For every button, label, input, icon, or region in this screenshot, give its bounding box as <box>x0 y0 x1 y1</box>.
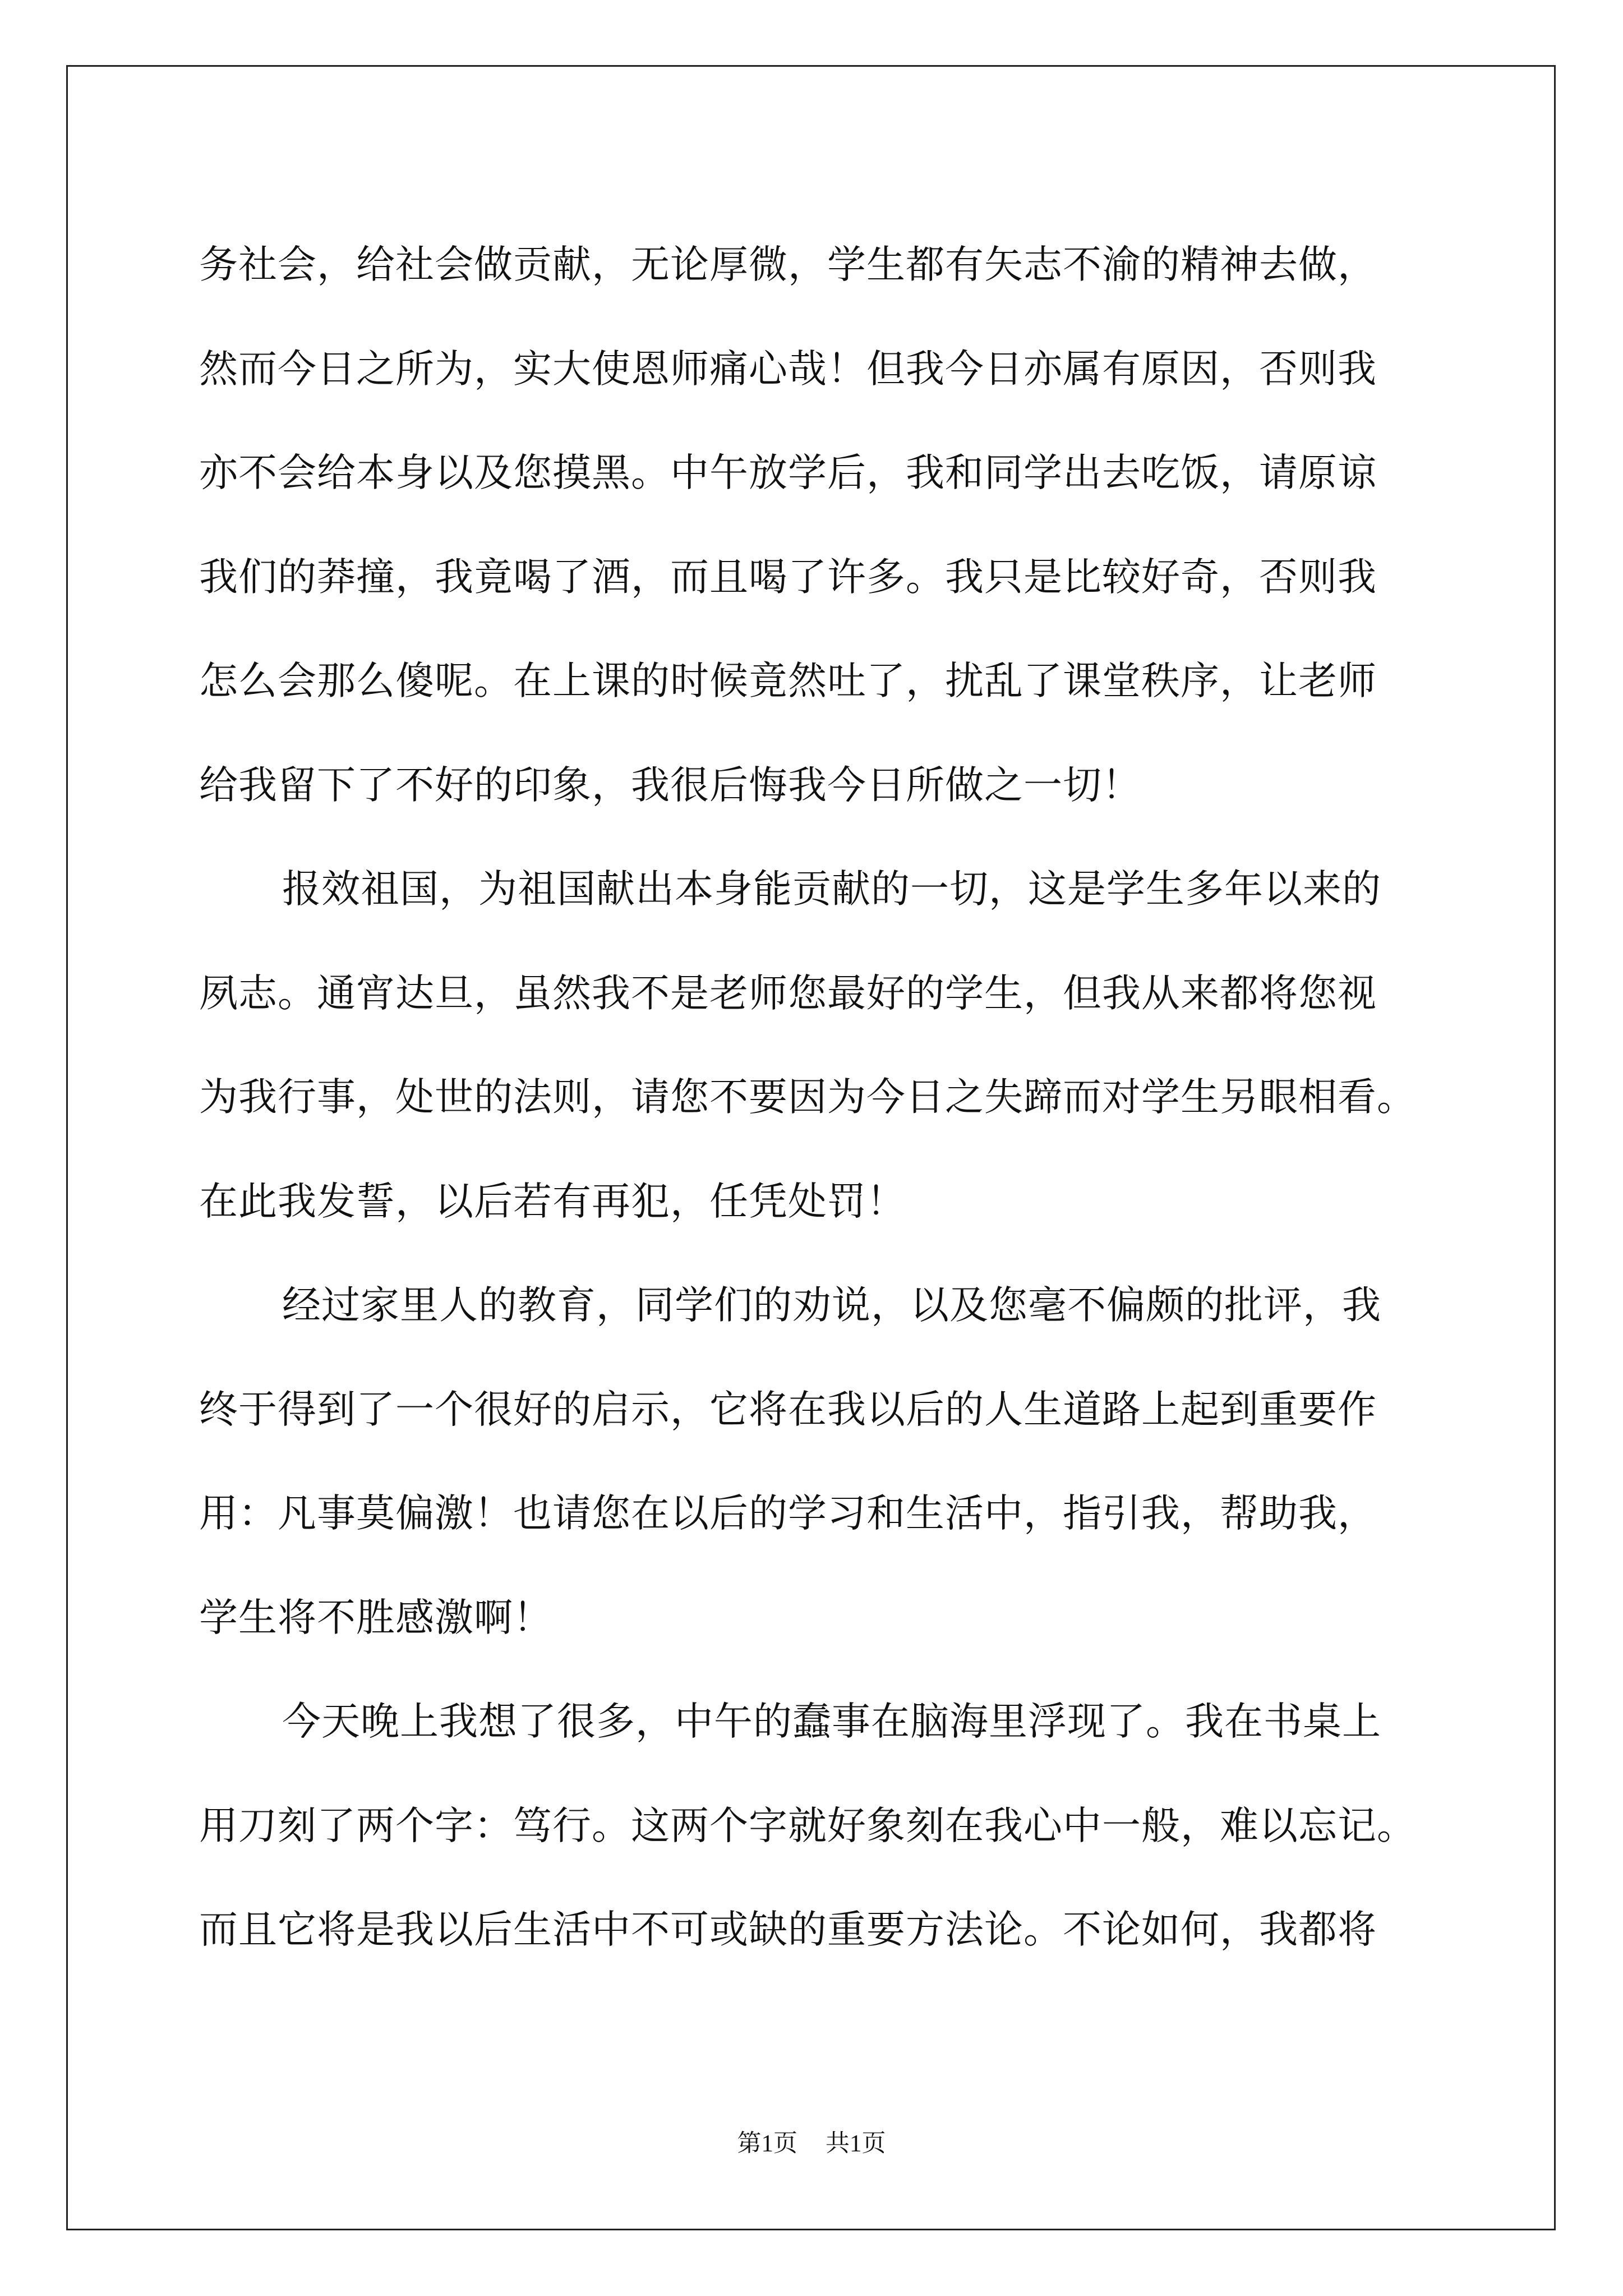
text-line: 夙志。通宵达旦，虽然我不是老师您最好的学生，但我从来都将您视 <box>199 970 1377 1016</box>
text-line: 怎么会那么傻呢。在上课的时候竟然吐了，扰乱了课堂秩序，让老师 <box>199 659 1377 703</box>
text-line: 为我行事，处世的法则，请您不要因为今日之失蹄而对学生另眼相看。 <box>199 1075 1416 1120</box>
text-line: 我们的莽撞，我竟喝了酒，而且喝了许多。我只是比较好奇，否则我 <box>199 554 1377 600</box>
page-number: 第1页 <box>737 2131 797 2157</box>
text-line: 务社会，给社会做贡献，无论厚微，学生都有矢志不渝的精神去做， <box>199 242 1377 287</box>
text-line: 在此我发誓，以后若有再犯，任凭处罚！ <box>199 1179 906 1224</box>
paragraph-first-line: 今天晚上我想了很多，中午的蠢事在脑海里浮现了。我在书桌上 <box>282 1699 1381 1744</box>
text-line: 然而今日之所为，实大使恩师痛心哉！但我今日亦属有原因，否则我 <box>199 346 1377 392</box>
document-body <box>199 213 1433 1982</box>
paragraph-first-line: 报效祖国，为祖国献出本身能贡献的一切，这是学生多年以来的 <box>282 867 1381 912</box>
text-line: 用刀刻了两个字：笃行。这两个字就好象刻在我心中一般，难以忘记。 <box>199 1803 1416 1848</box>
text-line: 亦不会给本身以及您摸黑。中午放学后，我和同学出去吃饭，请原谅 <box>199 450 1377 495</box>
text-line: 用：凡事莫偏激！也请您在以后的学习和生活中，指引我，帮助我， <box>199 1491 1377 1536</box>
text-line: 给我留下了不好的印象，我很后悔我今日所做之一切！ <box>199 762 1141 808</box>
text-line: 而且它将是我以后生活中不可或缺的重要方法论。不论如何，我都将 <box>199 1907 1377 1952</box>
page-footer <box>0 2127 1623 2161</box>
text-line: 学生将不胜感激啊！ <box>199 1595 552 1640</box>
text-line: 终于得到了一个很好的启示，它将在我以后的人生道路上起到重要作 <box>199 1387 1377 1432</box>
page-total: 共1页 <box>826 2131 886 2157</box>
paragraph-first-line: 经过家里人的教育，同学们的劝说，以及您毫不偏颇的批评，我 <box>282 1283 1381 1328</box>
